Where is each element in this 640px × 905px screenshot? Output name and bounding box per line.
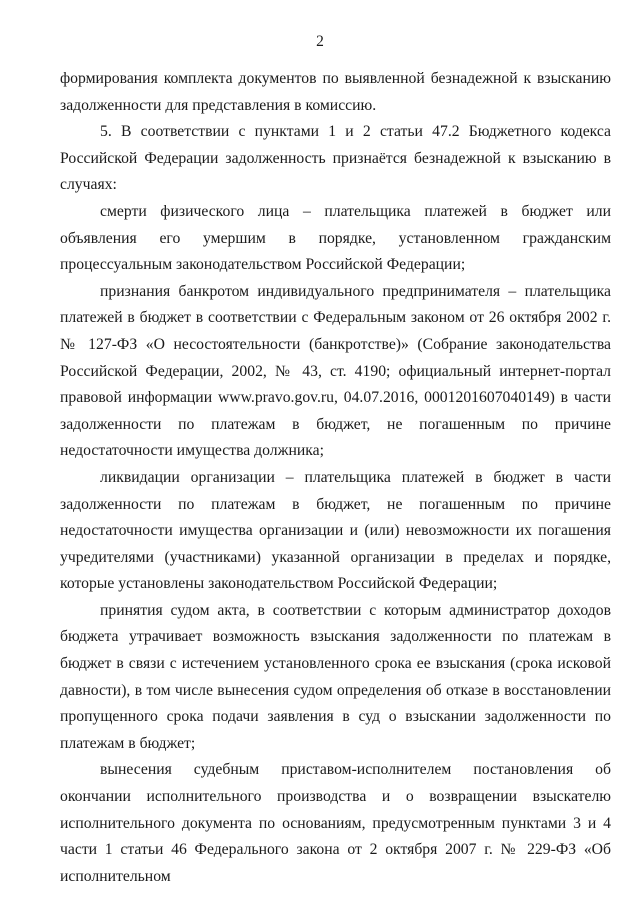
paragraph-court-act-case: принятия судом акта, в соответствии с которым администратор доходов бюджета утрачивает возможность взыскания задолженности по платежам в бюджет в связи с истечением установленного срока ее взыскания (срока исковой давности), в том числе вынесения судом определения об отказе в восстановлении пропущенного срока подачи заявления в суд о взыскании задолженности по платежам в бюджет; — [60, 601, 611, 752]
paragraph-clause-5: 5. В соответствии с пунктами 1 и 2 статьи 47.2 Бюджетного кодекса Российской Федерации задолженность признаётся безнадежной к взысканию в случаях: — [60, 123, 611, 194]
page-number: 2 — [316, 33, 324, 50]
document-body — [60, 66, 611, 890]
paragraph-continuation: формирования комплекта документов по выявленной безнадежной к взысканию задолженности для представления в комиссию. — [60, 70, 611, 114]
paragraph-bankruptcy-case: признания банкротом индивидуального предпринимателя – плательщика платежей в бюджет в соответствии с Федеральным законом от 26 октября 2002 г. № 127-ФЗ «О несостоятельности (банкротстве)» (Собрание законодательства Российской Федерации, 2002, № 43, ст. 4190; официальный интернет-портал правовой информации www.pravo.gov.ru, 04.07.2016, 0001201607040149) в части задолженности по платежам в бюджет, не погашенным по причине недостаточности имущества должника; — [60, 282, 611, 460]
paragraph-liquidation-case: ликвидации организации – плательщика платежей в бюджет в части задолженности по платежам в бюджет, не погашенным по причине недостаточности имущества организации и (или) невозможности их погашения учредителями (участниками) указанной организации в пределах и порядке, которые установлены законодательством Российской Федерации; — [60, 468, 611, 593]
paragraph-bailiff-case: вынесения судебным приставом-исполнителем постановления об окончании исполнительного производства и о возвращении взыскателю исполнительного документа по основаниям, предусмотренным пунктами 3 и 4 части 1 статьи 46 Федерального закона от 2 октября 2007 г. № 229-ФЗ «Об исполнительном — [60, 761, 611, 885]
paragraph-death-case: смерти физического лица – плательщика платежей в бюджет или объявления его умершим в порядке, установленном гражданским процессуальным законодательством Российской Федерации; — [60, 202, 611, 274]
